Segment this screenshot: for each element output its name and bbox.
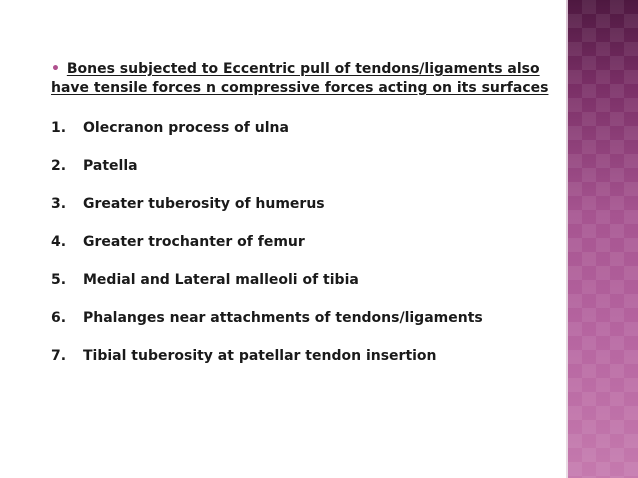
list-item bbox=[51, 347, 483, 385]
list-item bbox=[51, 157, 483, 195]
bullet-marker: • bbox=[51, 61, 60, 77]
list-item-number: 2. bbox=[51, 158, 67, 174]
list-item-text: Medial and Lateral malleoli of tibia bbox=[83, 272, 359, 288]
list-item bbox=[51, 271, 483, 309]
list-item-number: 5. bbox=[51, 272, 67, 288]
intro-paragraph bbox=[51, 60, 561, 98]
list-item-number: 7. bbox=[51, 348, 67, 364]
intro-text: Bones subjected to Eccentric pull of tendons/ligaments also have tensile forces n compressive forces acting on its surfaces bbox=[51, 61, 549, 96]
list-item-number: 3. bbox=[51, 196, 67, 212]
list-item-number: 4. bbox=[51, 234, 67, 250]
list-item-text: Patella bbox=[83, 158, 138, 174]
list-item-text: Greater trochanter of femur bbox=[83, 234, 305, 250]
list-item bbox=[51, 195, 483, 233]
list-item-text: Tibial tuberosity at patellar tendon insertion bbox=[83, 348, 437, 364]
list-item bbox=[51, 233, 483, 271]
list-item-text: Greater tuberosity of humerus bbox=[83, 196, 325, 212]
list-item-number: 6. bbox=[51, 310, 67, 326]
bone-list bbox=[51, 119, 483, 385]
list-item bbox=[51, 309, 483, 347]
list-item-number: 1. bbox=[51, 120, 67, 136]
decorative-side-band bbox=[568, 0, 638, 478]
list-item-text: Olecranon process of ulna bbox=[83, 120, 289, 136]
list-item-text: Phalanges near attachments of tendons/ligaments bbox=[83, 310, 483, 326]
list-item bbox=[51, 119, 483, 157]
